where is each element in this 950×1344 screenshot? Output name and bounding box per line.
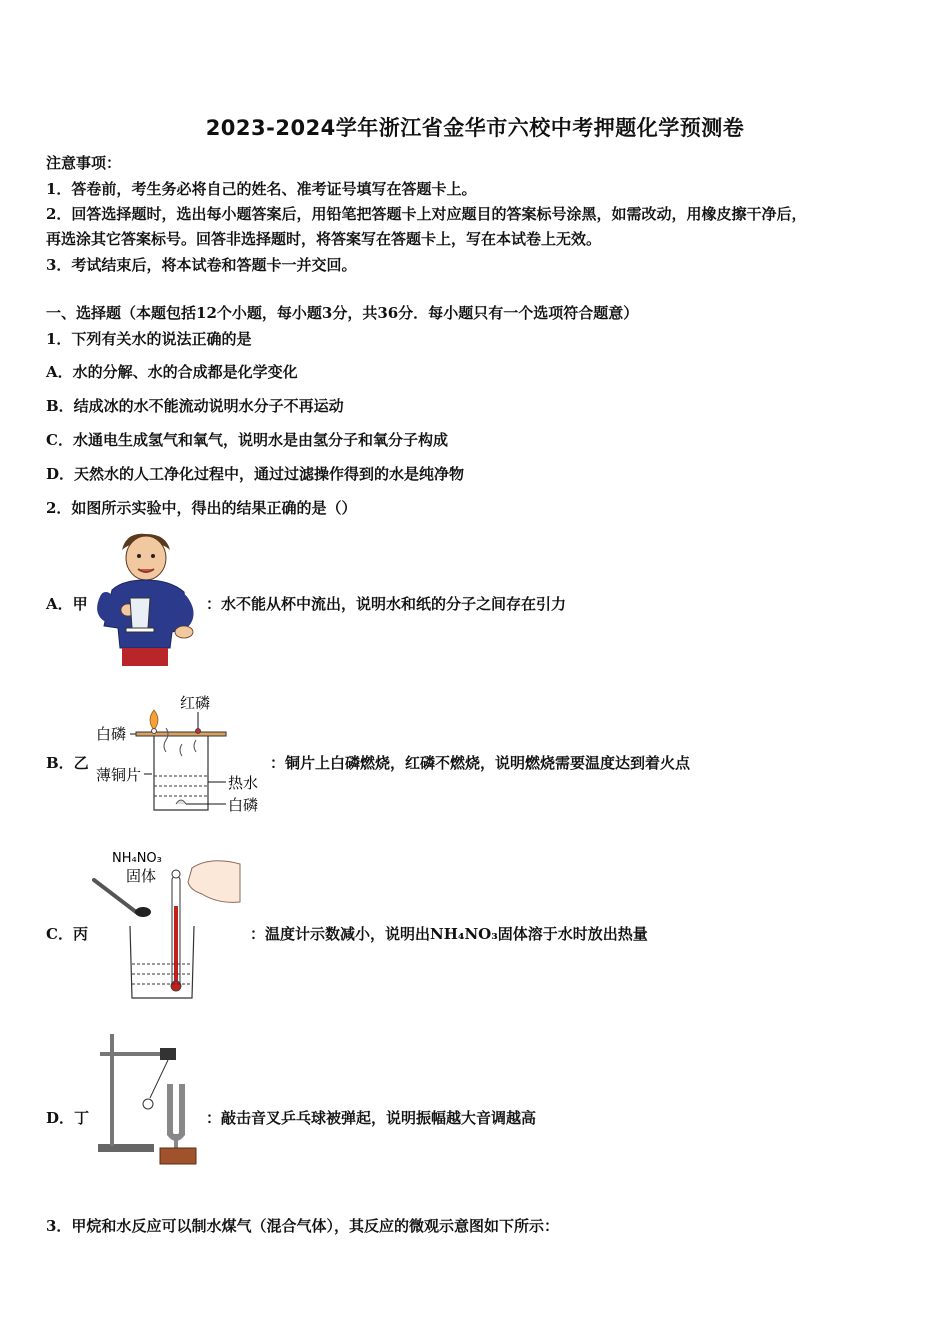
q2-option-b-text: ：铜片上白磷燃烧，红磷不燃烧，说明燃烧需要温度达到着火点	[270, 754, 691, 772]
section-heading: 一、选择题（本题包括12个小题，每小题3分，共36分．每小题只有一个选项符合题意）	[46, 304, 639, 322]
notice-item-2: 2．回答选择题时，选出每小题答案后，用铅笔把答题卡上对应题目的答案标号涂黑，如需改动，用橡皮擦干净后，	[46, 205, 807, 223]
q2-option-c-text: ：温度计示数减小，说明出NH₄NO₃固体溶于水时放出热量	[250, 925, 648, 943]
chem-label: NH₄NO₃	[112, 851, 162, 866]
notice-heading: 注意事项：	[46, 154, 122, 172]
solid-label: 固体	[126, 867, 157, 885]
q2-option-b-label: B．乙	[46, 754, 89, 772]
tuning-fork-figure	[96, 1030, 206, 1172]
notice-item-3: 3．考试结束后，将本试卷和答题卡一并交回。	[46, 256, 357, 274]
q3-stem: 3．甲烷和水反应可以制水煤气（混合气体），其反应的微观示意图如下所示：	[46, 1217, 559, 1235]
q2-option-a-text: ：水不能从杯中流出，说明水和纸的分子之间存在引力	[206, 595, 567, 613]
boy-holding-glass-figure	[92, 528, 210, 666]
white-phosphorus-bottom-label: 白磷	[228, 796, 259, 814]
copper-plate-label: 薄铜片	[96, 766, 142, 784]
q1-option-c: C．水通电生成氢气和氧气，说明水是由氢分子和氧分子构成	[46, 431, 448, 449]
q2-option-c-label: C．丙	[46, 925, 88, 943]
q1-option-b: B．结成冰的水不能流动说明水分子不再运动	[46, 397, 344, 415]
q1-stem: 1．下列有关水的说法正确的是	[46, 330, 252, 348]
notice-item-2-cont: 再选涂其它答案标号。回答非选择题时，将答案写在答题卡上，写在本试卷上无效。	[46, 230, 602, 248]
q2-option-d-text: ：敲击音叉乒乓球被弹起，说明振幅越大音调越高	[206, 1109, 537, 1127]
page-title: 2023-2024学年浙江省金华市六校中考押题化学预测卷	[205, 116, 745, 140]
thermometer-dissolution-figure	[92, 846, 242, 1000]
q2-option-a-label: A．甲	[46, 595, 88, 613]
red-phosphorus-label: 红磷	[180, 694, 211, 712]
phosphorus-combustion-figure	[94, 690, 272, 818]
q2-stem: 2．如图所示实验中，得出的结果正确的是（）	[46, 499, 357, 517]
q2-option-d-label: D．丁	[46, 1109, 90, 1127]
notice-item-1: 1．答卷前，考生务必将自己的姓名、准考证号填写在答题卡上。	[46, 180, 477, 198]
q1-option-a: A．水的分解、水的合成都是化学变化	[46, 363, 298, 381]
hot-water-label: 热水	[228, 774, 259, 792]
q1-option-d: D．天然水的人工净化过程中，通过过滤操作得到的水是纯净物	[46, 465, 465, 483]
white-phosphorus-top-label: 白磷	[96, 725, 127, 743]
